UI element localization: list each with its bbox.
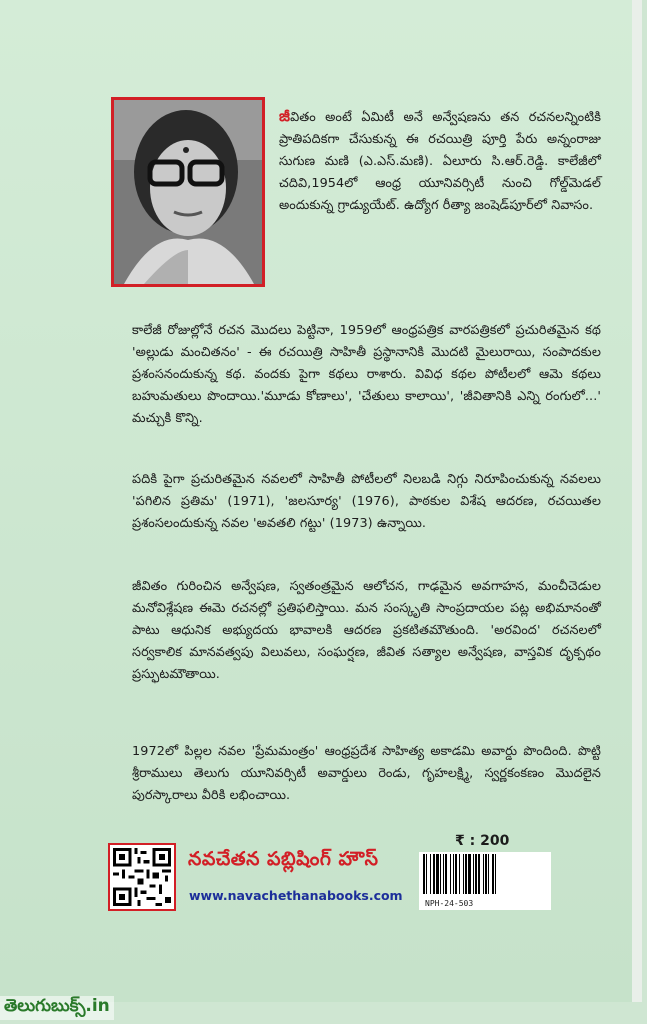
bio-paragraph-3: పదికి పైగా ప్రచురితమైన నవలలో సాహితీ పోటీలలో నిలబడి నిగ్గు నిరూపించుకున్న నవలలు 'పగిలిన ప్రతిమ' (1971), 'జలసూర్య' (1976), పాఠకుల విశేష ఆదరణ, రచయితల ప్రశంసలందుకున్న నవల 'అవతలి గట్టు' (1973) ఉన్నాయి. — [132, 472, 601, 531]
bio-paragraph-1 — [279, 105, 601, 217]
bio-paragraph-2: కాలేజీ రోజుల్లోనే రచన మొదలు పెట్టినా, 1959లో ఆంధ్రపత్రిక వారపత్రికలో ప్రచురితమైన కథ 'అల్లుడు మంచితనం' - ఈ రచయిత్రి సాహితీ ప్రస్థానానికి మొదటి మైలురాయి, సంపాదకుల ప్రశంసనందుకున్న కథ. వందకు పైగా కథలు రాశారు. వివిధ కథల పోటీలలో ఆమె కథలు బహుమతులు పొందాయి.'మూడు కోణాలు', 'చేతులు కాలాయి', 'జీవితానికి ఎన్ని రంగులో...' మచ్చుకి కొన్ని. — [132, 323, 601, 426]
barcode-icon — [419, 852, 551, 910]
bio-paragraph-1-text: వితం అంటే ఏమిటీ అనే అన్వేషణను తన రచనలన్నింటికి ప్రాతిపదికగా చేసుకున్న ఈ రచయిత్రి పూర్తి పేరు అన్నంరాజు సుగుణ మణి (ఎ.ఎస్.మణి). ఏలూరు సి.ఆర్.రెడ్డి. కాలేజీలో చదివి,1954లో ఆంధ్ర యూనివర్సిటీ నుంచి గోల్డ్‌మెడల్ అందుకున్న గ్రాడ్యుయేట్. ఉద్యోగ రీత్యా జంషెడ్‌పూర్‌లో నివాసం. — [279, 110, 601, 213]
publisher-name: నవచేతన పబ్లిషింగ్ హౌస్ — [188, 848, 379, 870]
qr-code-icon — [108, 843, 176, 911]
watermark-logo: తెలుగుబుక్స్.in — [0, 996, 114, 1020]
barcode-label: NPH-24-503 — [425, 899, 474, 908]
drop-letter: జీ — [279, 107, 291, 125]
price-label: ₹ : 200 — [455, 833, 510, 849]
bio-paragraph-5: 1972లో పిల్లల నవల 'ప్రేమమంత్రం' ఆంధ్రప్రదేశ సాహిత్య అకాడమి అవార్డు పొందింది. పొట్టి శ్రీరాములు తెలుగు యూనివర్సిటీ అవార్డులు రెండు, గృహలక్ష్మి, స్వర్ణకంకణం మొదలైన పురస్కారాలు వీరికి లభించాయి. — [132, 744, 601, 803]
publisher-website[interactable]: www.navachethanabooks.com — [189, 888, 403, 903]
author-photo — [111, 97, 265, 287]
bio-paragraph-4: జీవితం గురించిన అన్వేషణ, స్వతంత్రమైన ఆలోచన, గాఢమైన అవగాహన, మంచీచెడుల మనోవిశ్లేషణ ఈమె రచనల్లో ప్రతిఫలిస్తాయి. మన సంస్కృతి సాంప్రదాయల పట్ల అభిమానంతో పాటు ఆధునిక అభ్యుదయ భావాలకి ఆదరణ ప్రకటితమౌతుంది. 'అరవింద' రచనలలో సర్వకాలిక మానవత్వపు విలువలు, సంఘర్షణ, జీవిత సత్యాల అన్వేషణ, వాస్తవిక దృక్పథం ప్రస్ఫుటమౌతాయి. — [132, 579, 601, 682]
